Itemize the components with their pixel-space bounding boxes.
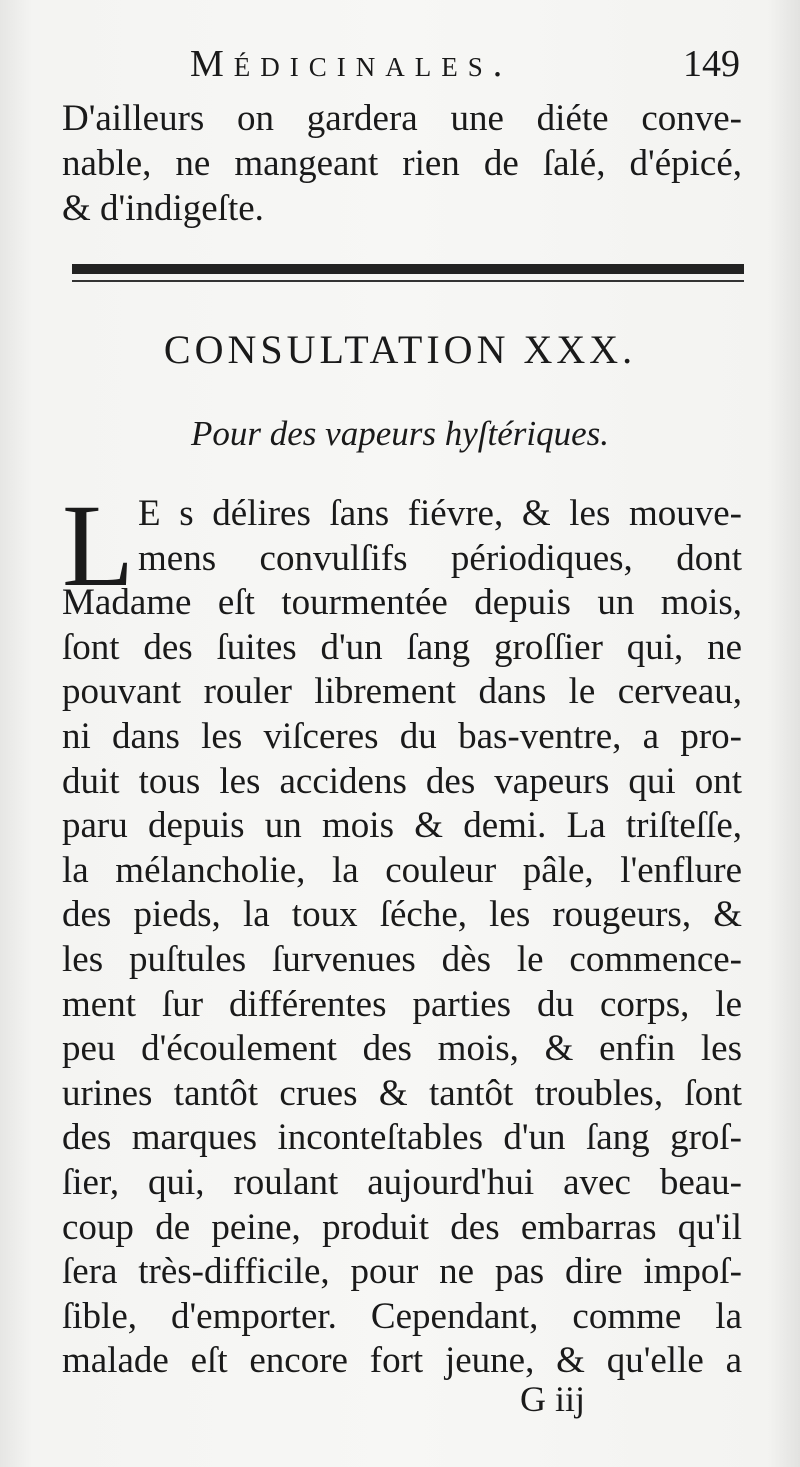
text-line: des pieds, la toux ſéche, les rougeurs, & — [62, 894, 742, 936]
text-line: E s délires ſans fiévre, & les mouve- — [138, 493, 742, 534]
text-line: peu d'écoulement des mois, & enfin les — [62, 1028, 742, 1070]
page-header — [190, 42, 740, 92]
signature-mark: G iij — [520, 1379, 586, 1419]
text-line: malade eſt encore fort jeune, & qu'elle a — [62, 1340, 742, 1382]
section-subheading: Pour des vapeurs hyſtériques. — [191, 414, 609, 453]
text-line: nable, ne mangeant rien de ſalé, d'épicé, — [62, 143, 742, 184]
text-line: ſier, qui, roulant aujourd'hui avec beau- — [62, 1161, 742, 1203]
text-line: paru depuis un mois & demi. La triſteſſe, — [62, 805, 742, 847]
running-head: Médicinales. — [190, 43, 513, 85]
body-paragraph — [62, 480, 742, 1384]
text-line: Madame eſt tourmentée depuis un mois, — [62, 582, 742, 624]
text-line: urines tantôt crues & tantôt troubles, ſont — [62, 1072, 742, 1114]
text-line: ment ſur différentes parties du corps, le — [62, 983, 742, 1025]
text-line: ſible, d'emporter. Cependant, comme la — [62, 1295, 742, 1337]
text-line: & d'indigeſte. — [62, 188, 264, 229]
text-line: pouvant rouler librement dans le cerveau, — [62, 671, 742, 713]
text-line: les puſtules ſurvenues dès le commence- — [62, 938, 742, 980]
text-line: D'ailleurs on gardera une diéte conve- — [62, 98, 742, 139]
page-number: 149 — [683, 43, 740, 85]
text-line: ni dans les viſceres du bas-ventre, a pro- — [62, 715, 742, 757]
text-line: des marques inconteſtables d'un ſang groſ- — [62, 1117, 742, 1159]
text-line: la mélancholie, la couleur pâle, l'enflure — [62, 849, 742, 891]
text-line: duit tous les accidens des vapeurs qui ont — [62, 760, 742, 802]
section-divider — [72, 264, 744, 282]
text-line: mens convulſifs périodiques, dont — [138, 537, 742, 579]
intro-paragraph — [62, 96, 742, 231]
section-heading: CONSULTATION XXX. — [163, 327, 637, 372]
drop-cap: L — [62, 480, 135, 611]
text-line: ſont des ſuites d'un ſang groſſier qui, ne — [62, 626, 742, 668]
text-line: coup de peine, produit des embarras qu'il — [62, 1206, 742, 1248]
text-line: ſera très-difficile, pour ne pas dire impoſ- — [62, 1251, 742, 1293]
